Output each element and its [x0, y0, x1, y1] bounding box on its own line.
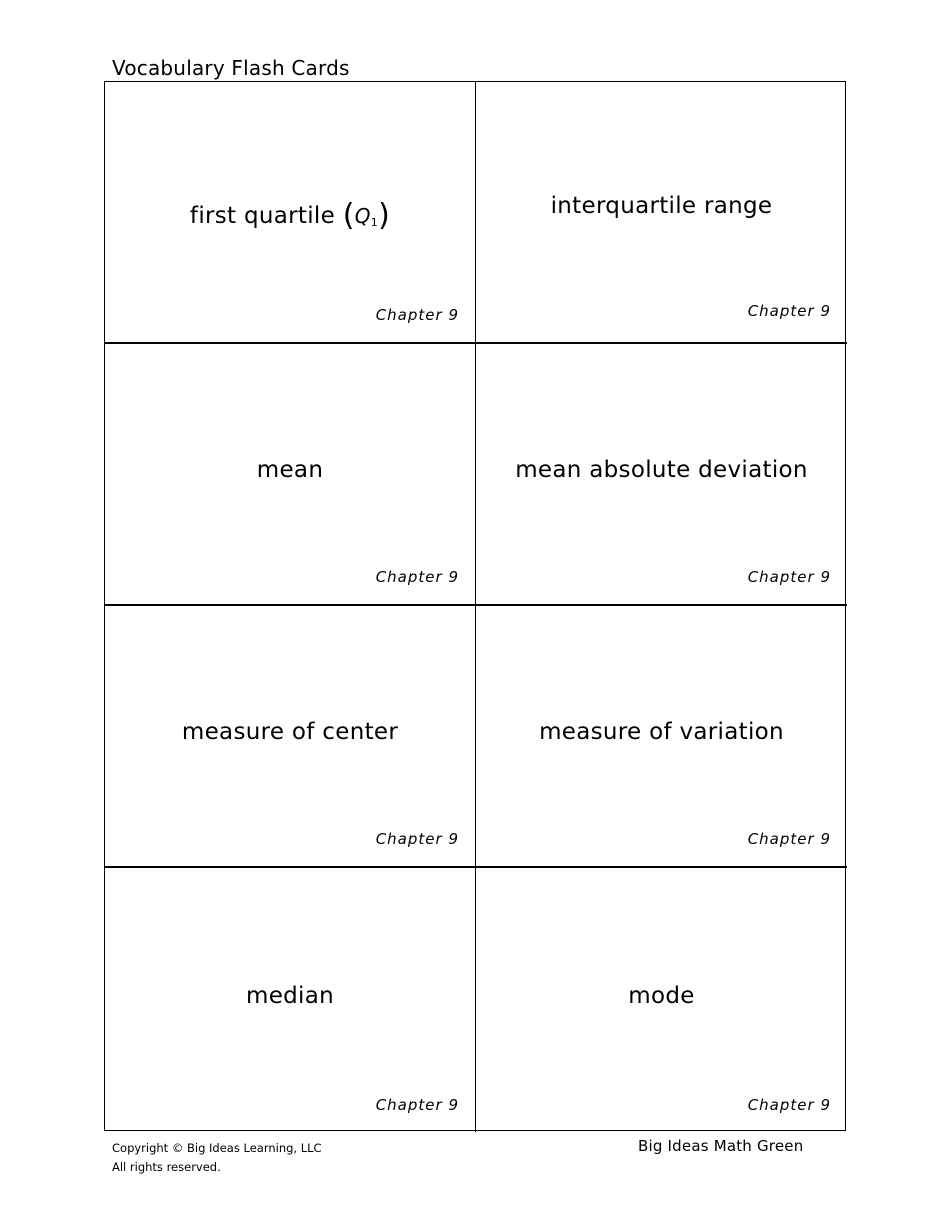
flash-card-grid	[104, 81, 846, 1131]
card-chapter: Chapter 9	[747, 1096, 831, 1114]
card-chapter: Chapter 9	[375, 830, 459, 848]
card-term: measure of center	[181, 719, 399, 745]
card-term: interquartile range	[550, 193, 773, 219]
card-chapter: Chapter 9	[747, 302, 831, 320]
card-chapter: Chapter 9	[375, 1096, 459, 1114]
card-term: mean absolute deviation	[515, 457, 808, 483]
card-term: mean	[256, 457, 324, 483]
flash-card	[105, 606, 476, 868]
flash-card	[476, 344, 847, 606]
card-term: median	[245, 983, 335, 1009]
flash-card	[476, 868, 847, 1132]
flash-card	[105, 868, 476, 1132]
rights-line: All rights reserved.	[112, 1160, 221, 1174]
open-paren: (	[342, 198, 355, 233]
flash-card	[476, 606, 847, 868]
term-text: first quartile	[189, 203, 336, 229]
card-term: measure of variation	[539, 719, 784, 745]
card-chapter: Chapter 9	[747, 830, 831, 848]
term-subscript: 1	[370, 216, 379, 229]
copyright-line: Copyright © Big Ideas Learning, LLC	[112, 1141, 322, 1155]
flash-card	[105, 344, 476, 606]
term-symbol: Q	[354, 204, 371, 228]
flash-card	[105, 82, 476, 344]
flash-card	[476, 82, 847, 344]
card-term: mode	[628, 983, 695, 1009]
card-chapter: Chapter 9	[747, 568, 831, 586]
footer-copyright	[112, 1139, 322, 1177]
card-chapter: Chapter 9	[375, 568, 459, 586]
close-paren: )	[378, 198, 391, 233]
card-term	[105, 198, 475, 237]
footer-brand: Big Ideas Math Green	[638, 1137, 804, 1155]
card-chapter: Chapter 9	[375, 306, 459, 324]
page-title: Vocabulary Flash Cards	[112, 56, 350, 80]
